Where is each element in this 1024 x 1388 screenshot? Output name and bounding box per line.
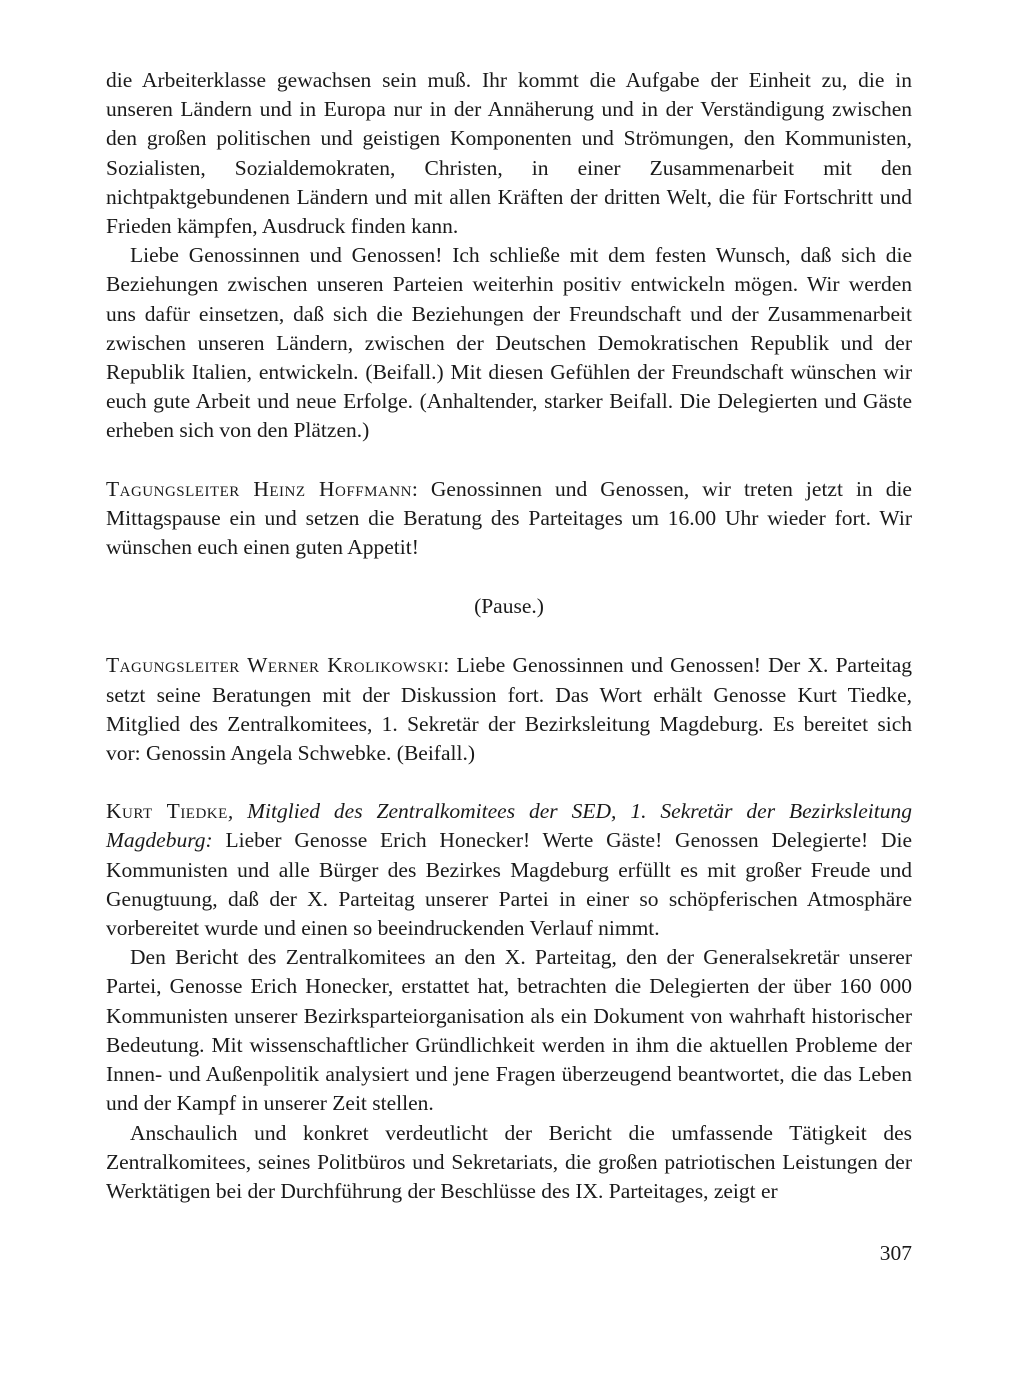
paragraph-closing-wish: Liebe Genossinnen und Genossen! Ich schließe mit dem festen Wunsch, daß sich die Beziehungen zwischen unseren Parteien weiterhin positiv entwickeln mögen. Wir werden uns dafür einsetzen, daß sich die Beziehungen der Freundschaft und der Zusammenarbeit zwischen unseren Ländern, zwischen der Deutschen Demokratischen Republik und der Republik Italien, entwickeln. (Beifall.) Mit diesen Gefühlen der Freundschaft wünschen wir euch gute Arbeit und neue Erfolge. (Anhaltender, starker Beifall. Die Delegierten und Gäste erheben sich von den Plätzen.) [106,243,912,443]
speaker-name: Tagungsleiter Heinz Hoffmann [106,476,412,501]
paragraph-hoffmann [106,475,912,563]
speaker-name: Kurt Tiedke [106,799,228,824]
speech-text: Lieber Genosse Erich Honecker! Werte Gäste! Genossen Delegierte! Die Kommunisten und alle Bürger des Bezirkes Magdeburg erfüllt es mit großer Freude und Genugtuung, daß der X. Parteitag unserer Partei in einer so schöpferischen Atmosphäre vorbereitet wurde und einen so beeindruckenden Verlauf nimmt. [106,828,912,941]
speaker-name: Tagungsleiter Werner Krolikowski [106,653,444,678]
pause-note: (Pause.) [474,594,544,619]
speaker-role: , Mitglied des Zentralkomitees der SED, 1. Sekretär der Bezirksleitung Magdeburg: [106,799,913,853]
paragraph-report: Den Bericht des Zentralkomitees an den X. Parteitag, den der Generalsekretär unserer Partei, Genosse Erich Honecker, erstattet hat, betrachten die Delegierten der über 160 000 Kommunisten unserer Bezirksparteiorganisation als ein Dokument von wahrhaft historischer Bedeutung. Mit wissenschaftlicher Gründlichkeit werden in ihm die aktuellen Probleme der Innen- und Außenpolitik analysiert und jene Fragen überzeugend beantwortet, die das Leben und der Kampf in unserer Zeit stellen. [106,945,912,1116]
page-number: 307 [879,1241,912,1265]
speech-text: : Genossinnen und Genossen, wir treten jetzt in die Mittagspause ein und setzen die Beratung des Parteitages um 16.00 Uhr wieder fort. Wir wünschen euch einen guten Appetit! [106,476,912,560]
document-page [106,66,912,1206]
speech-text: : Liebe Genossinnen und Genossen! Der X. Parteitag setzt seine Beratungen mit der Diskussion fort. Das Wort erhält Genosse Kurt Tiedke, Mitglied des Zentralkomitees, 1. Sekretär der Bezirksleitung Magdeburg. Es bereitet sich vor: Genossin Angela Schwebke. (Beifall.) [106,653,912,766]
paragraph-tiedke [106,797,912,943]
paragraph-continuation: die Arbeiterklasse gewachsen sein muß. Ihr kommt die Aufgabe der Einheit zu, die in unseren Ländern und in Europa nur in der Annäherung und in der Verständigung zwischen den großen politischen und geistigen Komponenten und Strömungen, den Kommunisten, Sozialisten, Sozialdemokraten, Christen, in einer Zusammenarbeit mit den nichtpaktgebundenen Ländern und mit allen Kräften der dritten Welt, die für Fortschritt und Frieden kämpfen, Ausdruck finden kann. [106,68,912,239]
paragraph-report-continued: Anschaulich und konkret verdeutlicht der Bericht die umfassende Tätigkeit des Zentralkomitees, seines Politbüros und Sekretariats, die großen patriotischen Leistungen der Werktätigen bei der Durchführung der Beschlüsse des IX. Parteitages, zeigt er [106,1120,912,1203]
paragraph-krolikowski [106,651,912,768]
